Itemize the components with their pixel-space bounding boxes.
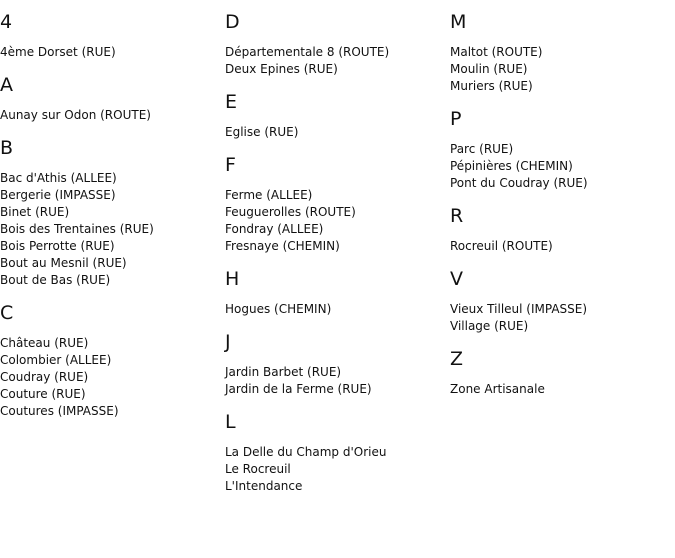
street-link[interactable]: Fondray (ALLEE)	[225, 222, 324, 236]
letter-heading: P	[450, 108, 462, 130]
street-link[interactable]: Maltot (ROUTE)	[450, 45, 543, 59]
letter-heading: 4	[0, 11, 13, 33]
street-link[interactable]: Coutures (IMPASSE)	[0, 404, 119, 418]
street-link[interactable]: Coudray (RUE)	[0, 370, 89, 384]
letter-heading: M	[450, 11, 467, 33]
street-link[interactable]: Fresnaye (CHEMIN)	[225, 239, 340, 253]
street-link[interactable]: Eglise (RUE)	[225, 125, 299, 139]
street-link[interactable]: 4ème Dorset (RUE)	[0, 45, 116, 59]
street-link[interactable]: Feuguerolles (ROUTE)	[225, 205, 356, 219]
street-link[interactable]: Bois des Trentaines (RUE)	[0, 222, 154, 236]
letter-heading: V	[450, 268, 463, 290]
street-link[interactable]: Vieux Tilleul (IMPASSE)	[450, 302, 588, 316]
street-link[interactable]: Pépinières (CHEMIN)	[450, 159, 573, 173]
street-link[interactable]: Bout de Bas (RUE)	[0, 273, 111, 287]
street-link[interactable]: Moulin (RUE)	[450, 62, 528, 76]
letter-group	[225, 330, 445, 398]
street-link[interactable]: Rocreuil (ROUTE)	[450, 239, 553, 253]
street-link[interactable]: Jardin Barbet (RUE)	[225, 365, 342, 379]
letter-heading: H	[225, 268, 240, 290]
letter-group	[450, 107, 670, 192]
letter-group	[0, 10, 220, 61]
letter-heading: J	[225, 331, 231, 353]
street-link[interactable]: Bois Perrotte (RUE)	[0, 239, 115, 253]
letter-heading: F	[225, 154, 236, 176]
street-link[interactable]: Bout au Mesnil (RUE)	[0, 256, 127, 270]
index-column	[0, 10, 220, 432]
street-link[interactable]: Ferme (ALLEE)	[225, 188, 313, 202]
street-link[interactable]: Binet (RUE)	[0, 205, 70, 219]
street-link[interactable]: Zone Artisanale	[450, 382, 545, 396]
letter-heading: R	[450, 205, 464, 227]
letter-heading: Z	[450, 348, 464, 370]
street-link[interactable]: Château (RUE)	[0, 336, 89, 350]
street-link[interactable]: Pont du Coudray (RUE)	[450, 176, 588, 190]
letter-group	[225, 90, 445, 141]
street-link[interactable]: Muriers (RUE)	[450, 79, 533, 93]
street-link[interactable]: Couture (RUE)	[0, 387, 86, 401]
letter-group	[225, 10, 445, 78]
street-link[interactable]: L'Intendance	[225, 479, 303, 493]
letter-group	[0, 136, 220, 289]
letter-heading: L	[225, 411, 236, 433]
letter-group	[0, 73, 220, 124]
street-link[interactable]: Jardin de la Ferme (RUE)	[225, 382, 372, 396]
street-link[interactable]: Parc (RUE)	[450, 142, 514, 156]
letter-group	[225, 410, 445, 495]
street-link[interactable]: Départementale 8 (ROUTE)	[225, 45, 390, 59]
street-link[interactable]: Bergerie (IMPASSE)	[0, 188, 116, 202]
street-link[interactable]: Le Rocreuil	[225, 462, 291, 476]
street-link[interactable]: Deux Epines (RUE)	[225, 62, 338, 76]
letter-group	[0, 301, 220, 420]
street-link[interactable]: Colombier (ALLEE)	[0, 353, 112, 367]
street-link[interactable]: Bac d'Athis (ALLEE)	[0, 171, 117, 185]
street-link[interactable]: La Delle du Champ d'Orieu	[225, 445, 387, 459]
street-link[interactable]: Hogues (CHEMIN)	[225, 302, 332, 316]
letter-group	[450, 10, 670, 95]
street-link[interactable]: Aunay sur Odon (ROUTE)	[0, 108, 151, 122]
letter-heading: A	[0, 74, 13, 96]
letter-heading: B	[0, 137, 14, 159]
letter-group	[450, 204, 670, 255]
letter-heading: D	[225, 11, 240, 33]
letter-heading: C	[0, 302, 14, 324]
letter-heading: E	[225, 91, 238, 113]
letter-group	[225, 267, 445, 318]
letter-group	[225, 153, 445, 255]
letter-group	[450, 267, 670, 335]
index-column	[450, 10, 670, 410]
street-link[interactable]: Village (RUE)	[450, 319, 529, 333]
letter-group	[450, 347, 670, 398]
index-column	[225, 10, 445, 507]
